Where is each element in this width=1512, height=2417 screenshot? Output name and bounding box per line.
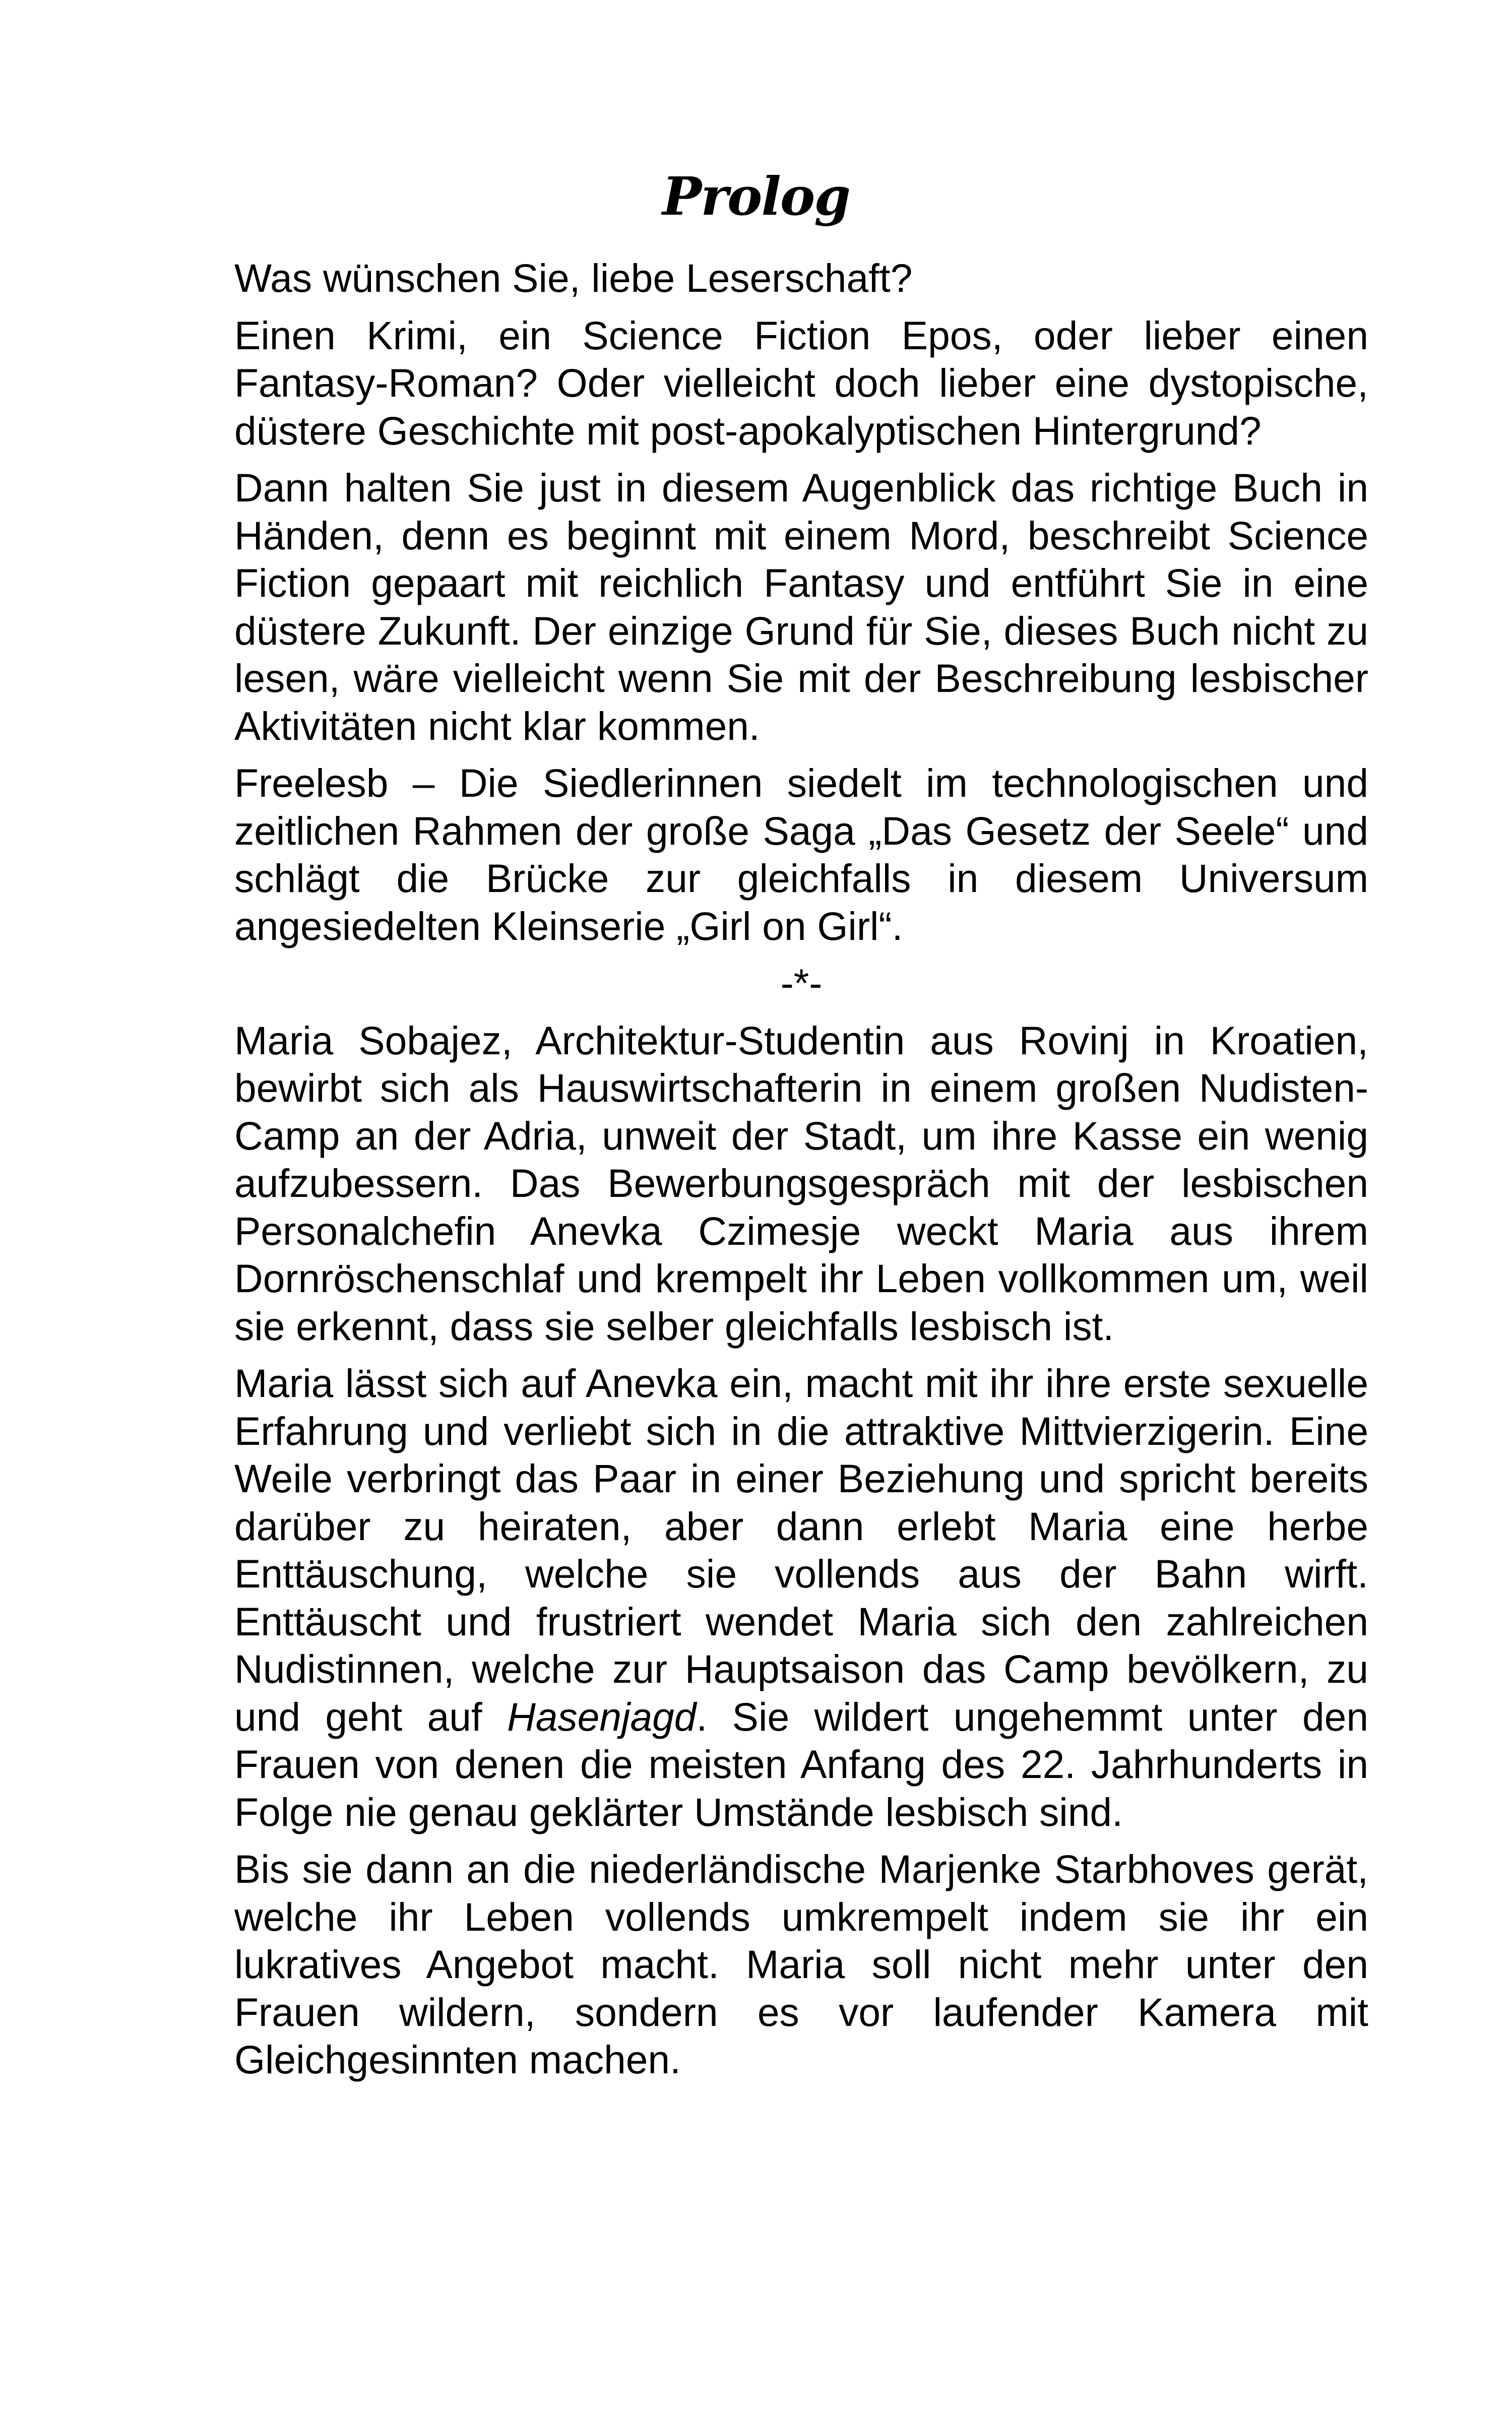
paragraph-6-text-start: Maria lässt sich auf Anevka ein, macht mit ihr ihre erste sexuelle Erfahrung und verliebt sich in die attraktive Mittvierzigerin. Eine Weile verbringt das Paar in einer Beziehung und spricht bereits darüber zu heiraten, aber dann erlebt Maria eine herbe Enttäuschung, welche sie vollends aus der Bahn wirft. Enttäuscht und frustriert wendet Maria sich den zahlreichen Nudistinnen, welche zur Hauptsaison das Camp bevölkern, zu und geht auf [234, 1361, 1368, 1739]
paragraph-5: Maria Sobajez, Architektur-Studentin aus Rovinj in Kroatien, bewirbt sich als Hauswirtschafterin in einem großen Nudisten-Camp an der Adria, unweit der Stadt, um ihre Kasse ein wenig aufzubessern. Das Bewerbungsgespräch mit der lesbischen Personalchefin Anevka Czimesje weckt Maria aus ihrem Dornröschenschlaf und krempelt ihr Leben vollkommen um, weil sie erkennt, dass sie selber gleichfalls lesbisch ist. [234, 1018, 1368, 1349]
paragraph-6 [234, 1360, 1368, 1836]
paragraph-4: Freelesb – Die Siedlerinnen siedelt im technologischen und zeitlichen Rahmen der große Saga „Das Gesetz der Seele“ und schlägt die Brücke zur gleichfalls in diesem Universum angesiedelten Kleinserie „Girl on Girl“. [234, 761, 1368, 948]
paragraph-3: Dann halten Sie just in diesem Augenblick das richtige Buch in Händen, denn es beginnt mit einem Mord, beschreibt Science Fiction gepaart mit reichlich Fantasy und entführt Sie in eine düstere Zukunft. Der einzige Grund für Sie, dieses Buch nicht zu lesen, wäre vielleicht wenn Sie mit der Beschreibung lesbischer Aktivitäten nicht klar kommen. [234, 466, 1368, 748]
paragraph-6-text-end: . Sie wildert ungehemmt unter den Frauen von denen die meisten Anfang des 22. Jahrhunderts in Folge nie genau geklärter Umstände lesbisch sind. [234, 1694, 1368, 1834]
section-separator: -*- [780, 961, 823, 1005]
paragraph-2: Einen Krimi, ein Science Fiction Epos, oder lieber einen Fantasy-Roman? Oder vielleicht doch lieber eine dystopische, düstere Geschichte mit post-apokalyptischen Hintergrund? [234, 313, 1368, 453]
chapter-title: Prolog [662, 165, 850, 227]
chapter-body [234, 255, 1368, 2093]
paragraph-7: Bis sie dann an die niederländische Marjenke Starbhoves gerät, welche ihr Leben vollends umkrempelt indem sie ihr ein lukratives Angebot macht. Maria soll nicht mehr unter den Frauen wildern, sondern es vor laufender Kamera mit Gleichgesinnten machen. [234, 1847, 1368, 2082]
paragraph-1: Was wünschen Sie, liebe Leserschaft? [234, 256, 913, 300]
paragraph-6-italic-word: Hasenjagd [507, 1694, 697, 1739]
